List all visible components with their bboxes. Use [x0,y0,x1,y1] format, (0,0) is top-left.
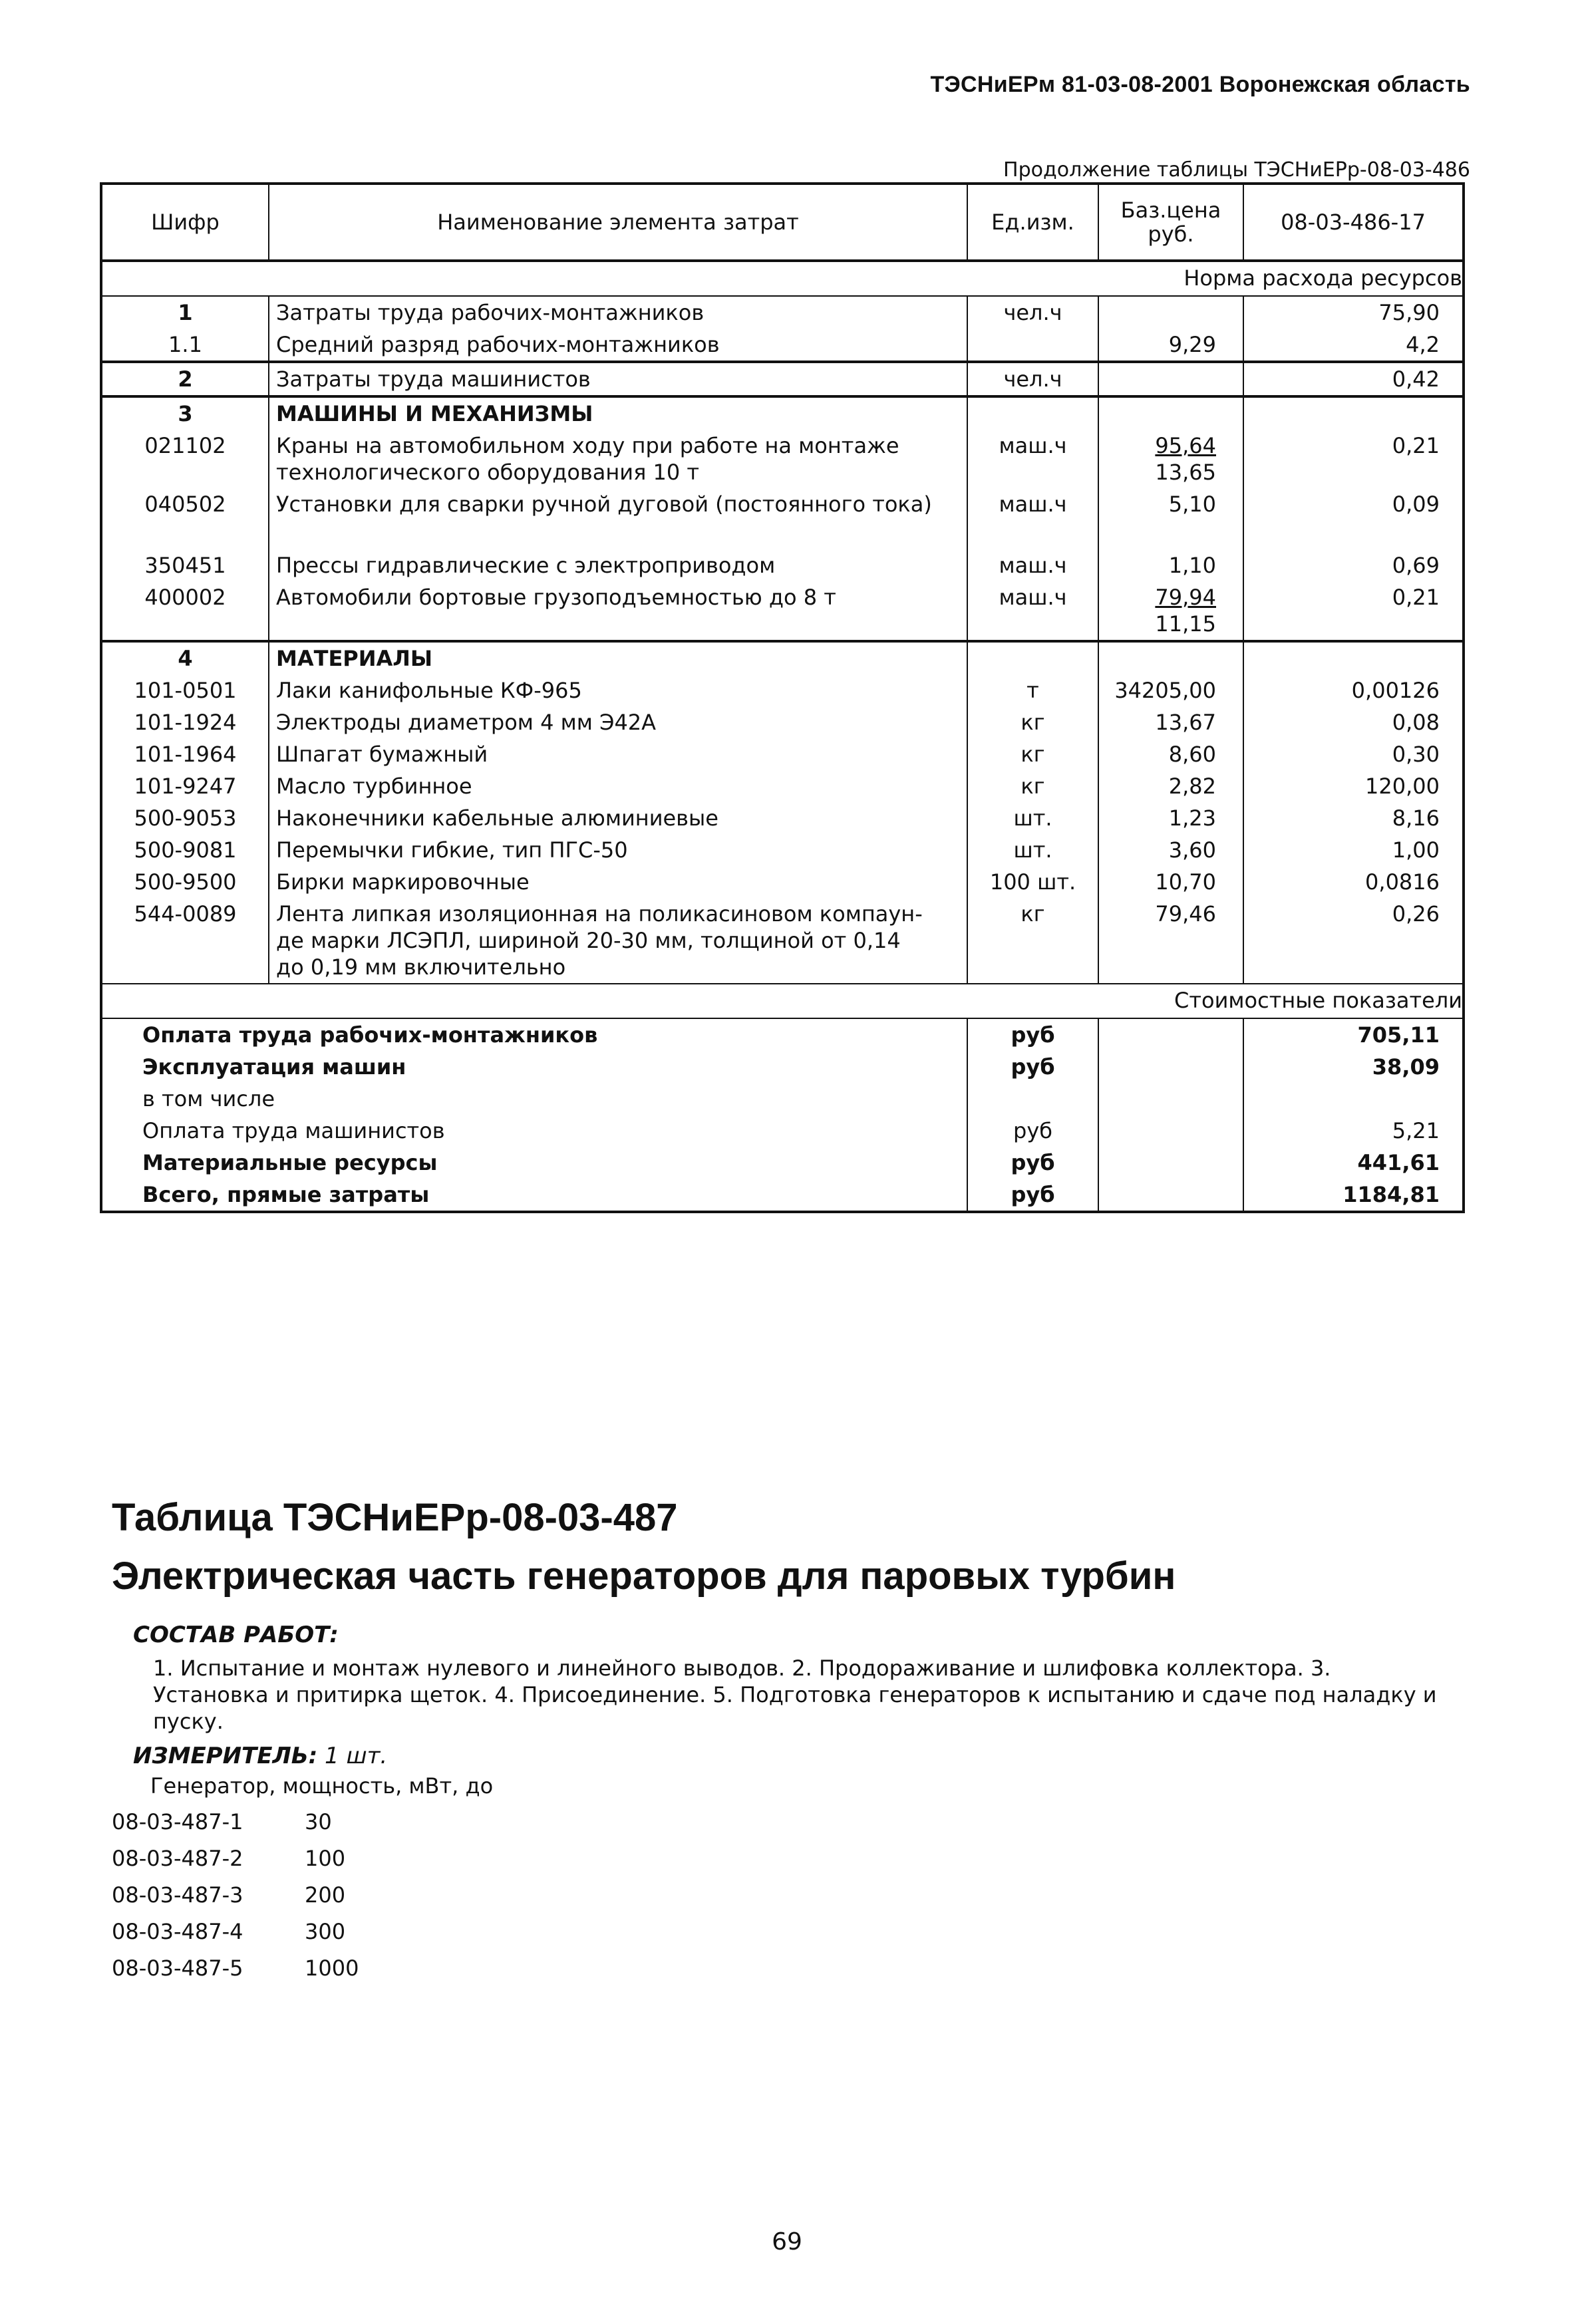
row-price-value: 95,64 [1155,433,1216,458]
row-name: Бирки маркировочные [269,866,967,898]
row-unit: маш.ч [967,581,1098,641]
row-code: 101-1924 [134,710,237,735]
table-row [102,329,1462,362]
resource-table [100,182,1465,1213]
labor-rows [102,297,1462,983]
param-value: 300 [305,1919,346,1944]
summary-unit [967,1083,1098,1115]
row-price: 79,46 [1098,898,1243,983]
row-norm: 0,26 [1243,898,1462,983]
col-header-price [1098,185,1243,261]
param-code: 08-03-487-4 [112,1919,243,1944]
row-unit: кг [967,738,1098,770]
row-price-value: 79,94 [1155,585,1216,610]
param-code: 08-03-487-5 [112,1956,243,1981]
row-price [1098,430,1243,488]
summary-label: Эксплуатация машин [142,1054,406,1080]
summary-label: Материальные ресурсы [142,1150,438,1175]
row-name-line: технологического оборудования 10 т [276,460,700,485]
row-price: 9,29 [1098,329,1243,362]
group-name: МАТЕРИАЛЫ [269,641,967,674]
table-row [102,834,1462,866]
section-title: Таблица ТЭСНиЕРр-08-03-487 [112,1496,678,1539]
row-name: Перемычки гибкие, тип ПГС-50 [269,834,967,866]
summary-value: 5,21 [1243,1115,1462,1147]
group-code: 3 [102,396,269,430]
list-item [112,1846,359,1882]
section-subtitle: Электрическая часть генераторов для паровых турбин [112,1554,1176,1598]
param-code: 08-03-487-2 [112,1846,243,1871]
row-unit: 100 шт. [967,866,1098,898]
summary-row [102,1051,1462,1083]
group-row-materials [102,641,1462,674]
table-row [102,738,1462,770]
summary-rows [102,1019,1462,1211]
row-name [269,898,967,983]
row-code: 500-9081 [134,837,237,863]
norm-subheader-row [102,261,1462,296]
summary-row [102,1115,1462,1147]
summary-row [102,1019,1462,1051]
summary-unit: руб [967,1147,1098,1179]
row-norm: 75,90 [1243,297,1462,329]
row-unit: чел.ч [967,362,1098,396]
row-code: 500-9053 [134,805,237,831]
row-price-labor: 13,65 [1155,460,1216,485]
param-value: 200 [305,1882,346,1908]
list-item [112,1882,359,1919]
row-unit: кг [967,770,1098,802]
row-norm: 0,21 [1243,430,1462,488]
row-name-line: до 0,19 мм включительно [276,954,566,980]
meter-value: 1 шт. [325,1743,388,1769]
row-unit: шт. [967,834,1098,866]
row-code: 101-0501 [134,678,237,703]
page-number: 69 [772,2228,802,2255]
running-header: ТЭСНиЕРм 81-03-08-2001 Воронежская область [930,72,1470,97]
parameter-title: Генератор, мощность, мВт, до [150,1773,494,1799]
row-name: Установки для сварки ручной дуговой (постоянного тока) [269,488,967,520]
row-norm: 0,30 [1243,738,1462,770]
row-name: Наконечники кабельные алюминиевые [269,802,967,834]
meter-line [133,1743,387,1769]
row-price: 34205,00 [1098,674,1243,706]
table-continuation-note: Продолжение таблицы ТЭСНиЕРр-08-03-486 [1003,158,1470,182]
row-norm: 0,42 [1243,362,1462,396]
table-row [102,581,1462,641]
row-norm: 8,16 [1243,802,1462,834]
row-norm: 0,21 [1243,581,1462,641]
summary-unit: руб [967,1051,1098,1083]
row-unit: кг [967,898,1098,983]
row-price: 10,70 [1098,866,1243,898]
row-name: Шпагат бумажный [269,738,967,770]
row-code: 101-9247 [134,774,237,799]
row-price [1098,362,1243,396]
cost-subheader-row [102,984,1462,1018]
row-name [269,430,967,488]
row-name: Автомобили бортовые грузоподъемностью до 8 т [269,581,967,641]
list-item [112,1956,359,1992]
table-row [102,706,1462,738]
row-code: 1 [178,300,193,325]
row-name: Затраты труда машинистов [269,362,967,396]
group-code: 4 [102,641,269,674]
summary-row [102,1083,1462,1115]
param-value: 100 [305,1846,346,1871]
row-name: Прессы гидравлические с электроприводом [269,549,967,581]
table-row [102,297,1462,329]
row-price: 1,10 [1098,549,1243,581]
table-header-row [102,185,1462,261]
row-name-line: де марки ЛСЭПЛ, шириной 20-30 мм, толщиной от 0,14 [276,928,901,953]
row-name: Лаки канифольные КФ-965 [269,674,967,706]
row-norm: 1,00 [1243,834,1462,866]
row-unit [967,329,1098,362]
table-row [102,898,1462,983]
group-name: МАШИНЫ И МЕХАНИЗМЫ [269,396,967,430]
summary-label: в том числе [142,1086,275,1111]
row-code: 350451 [144,553,226,578]
row-norm: 0,69 [1243,549,1462,581]
row-norm: 0,00126 [1243,674,1462,706]
row-unit: чел.ч [967,297,1098,329]
col-header-price-line1: Баз.цена [1120,198,1221,223]
table-row [102,549,1462,581]
row-code: 101-1964 [134,742,237,767]
row-name: Средний разряд рабочих-монтажников [269,329,967,362]
row-name: Масло турбинное [269,770,967,802]
row-norm: 0,0816 [1243,866,1462,898]
row-price-labor: 11,15 [1155,611,1216,637]
row-price: 3,60 [1098,834,1243,866]
work-composition-text: 1. Испытание и монтаж нулевого и линейного выводов. 2. Продораживание и шлифовка коллектора. 3. Установка и притирка щеток. 4. Присоединение. 5. Подготовка генераторов к испытанию и сдаче под наладку и пуску. [153,1656,1437,1734]
group-row-machines [102,396,1462,430]
row-unit: шт. [967,802,1098,834]
list-item [112,1919,359,1956]
row-price: 8,60 [1098,738,1243,770]
col-header-norm: 08-03-486-17 [1243,185,1462,261]
row-price: 5,10 [1098,488,1243,520]
row-norm: 4,2 [1243,329,1462,362]
param-value: 30 [305,1809,332,1834]
parameter-list [112,1809,359,1992]
row-code: 500-9500 [134,869,237,895]
row-price: 2,82 [1098,770,1243,802]
row-code: 021102 [144,433,226,458]
summary-unit: руб [967,1179,1098,1211]
row-price [1098,581,1243,641]
summary-label: Всего, прямые затраты [142,1182,430,1207]
row-norm: 0,08 [1243,706,1462,738]
col-header-unit: Ед.изм. [967,185,1098,261]
param-value: 1000 [305,1956,359,1981]
summary-label: Оплата труда рабочих-монтажников [142,1022,598,1048]
row-code: 2 [102,362,269,396]
row-code: 1.1 [168,332,202,357]
row-name: Затраты труда рабочих-монтажников [269,297,967,329]
row-code: 400002 [144,585,226,610]
row-unit: т [967,674,1098,706]
row-name-line: Краны на автомобильном ходу при работе на монтаже [276,433,899,458]
summary-unit: руб [967,1115,1098,1147]
cost-subheader: Стоимостные показатели [1098,984,1462,1018]
table-row [102,802,1462,834]
summary-value: 441,61 [1243,1147,1462,1179]
summary-value: 705,11 [1243,1019,1462,1051]
row-code: 040502 [144,492,226,517]
param-code: 08-03-487-1 [112,1809,243,1834]
summary-value: 38,09 [1243,1051,1462,1083]
list-item [112,1809,359,1846]
row-unit: маш.ч [967,488,1098,520]
row-price: 13,67 [1098,706,1243,738]
table-row [102,866,1462,898]
row-unit: кг [967,706,1098,738]
row-name-line: Лента липкая изоляционная на поликасиновом компаун- [276,901,923,927]
param-code: 08-03-487-3 [112,1882,243,1908]
row-price: 1,23 [1098,802,1243,834]
norm-subheader: Норма расхода ресурсов [1098,261,1462,296]
summary-value: 1184,81 [1243,1179,1462,1211]
table-row [102,362,1462,396]
meter-label: ИЗМЕРИТЕЛЬ: [133,1743,318,1769]
summary-label: Оплата труда машинистов [142,1118,445,1143]
summary-value [1243,1083,1462,1115]
row-norm: 0,09 [1243,488,1462,520]
summary-row [102,1179,1462,1211]
col-header-name: Наименование элемента затрат [269,185,967,261]
row-name: Электроды диаметром 4 мм Э42А [269,706,967,738]
row-norm: 120,00 [1243,770,1462,802]
table-row [102,770,1462,802]
table-row [102,674,1462,706]
row-code: 544-0089 [134,901,237,927]
table-row [102,488,1462,520]
col-header-price-line2: руб. [1148,221,1194,247]
summary-unit: руб [967,1019,1098,1051]
col-header-code: Шифр [102,185,269,261]
summary-row [102,1147,1462,1179]
work-composition-label: СОСТАВ РАБОТ: [133,1622,339,1648]
row-price [1098,297,1243,329]
table-row [102,430,1462,488]
row-unit: маш.ч [967,549,1098,581]
row-unit: маш.ч [967,430,1098,488]
